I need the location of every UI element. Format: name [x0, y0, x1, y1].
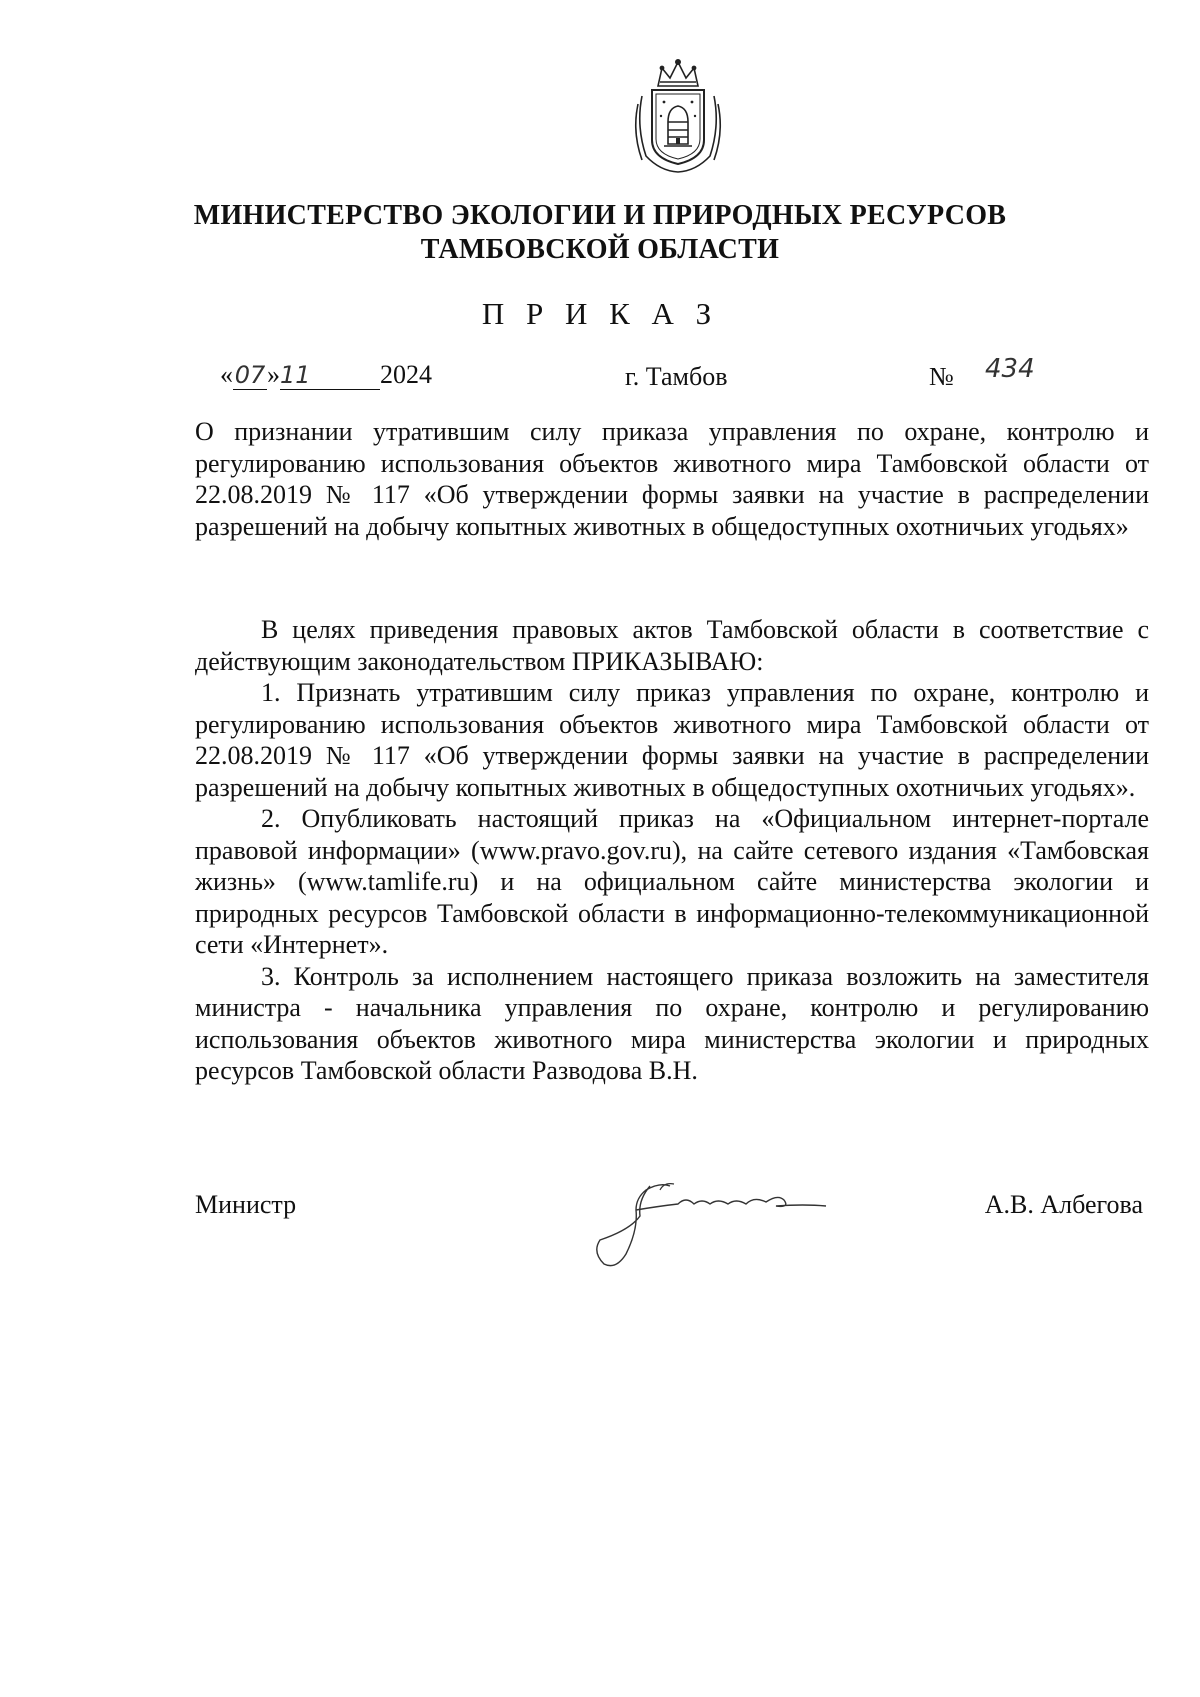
- document-number: 434: [985, 354, 1035, 384]
- date-open-quote: «: [220, 360, 233, 389]
- signatory-name: А.В. Албегова: [984, 1190, 1143, 1219]
- subject-text: О признании утратившим силу приказа управления по охране, контролю и регулированию использования объектов животного мира Тамбовской области от 22.08.2019 № 117 «Об утверждении формы заявки на участие в распределении разрешений на добычу копытных животных в общедоступных охотничьих угодьях»: [195, 417, 1149, 541]
- body-item-3: 3. Контроль за исполнением настоящего приказа возложить на заместителя министра - начальника управления по охране, контролю и регулированию использования объектов животного мира министерства экологии и природных ресурсов Тамбовской области Разводова В.Н.: [195, 961, 1149, 1085]
- document-body: [195, 614, 1149, 1087]
- ministry-name-line2: ТАМБОВСКОЙ ОБЛАСТИ: [420, 234, 780, 265]
- document-type-title: П Р И К А З: [481, 296, 719, 331]
- date-month: 11: [280, 361, 380, 390]
- body-item-1: 1. Признать утратившим силу приказ управления по охране, контролю и регулированию использования объектов животного мира Тамбовской области от 22.08.2019 № 117 «Об утверждении формы заявки на участие в распределении разрешений на добычу копытных животных в общедоступных охотничьих угодьях».: [195, 678, 1149, 802]
- body-preamble: В целях приведения правовых актов Тамбовской области в соответствие с действующим законодательством ПРИКАЗЫВАЮ:: [195, 615, 1149, 676]
- handwritten-signature-icon: [590, 1160, 880, 1275]
- document-meta-row: [0, 354, 1200, 400]
- document-place: г. Тамбов: [625, 362, 728, 391]
- date-close-quote: »: [267, 360, 280, 389]
- coat-of-arms-icon: [628, 56, 728, 174]
- document-number-label: №: [929, 362, 954, 391]
- signatory-position: Министр: [195, 1190, 297, 1219]
- date-year: 2024: [380, 360, 432, 389]
- document-date: [220, 360, 432, 390]
- ministry-name-line1: МИНИСТЕРСТВО ЭКОЛОГИИ И ПРИРОДНЫХ РЕСУРСОВ: [193, 200, 1007, 231]
- date-day: 07: [234, 361, 266, 389]
- body-item-2: 2. Опубликовать настоящий приказ на «Официальном интернет-портале правовой информации» (www.pravo.gov.ru), на сайте сетевого издания «Тамбовская жизнь» (www.tamlife.ru) и на официальном сайте министерства экологии и природных ресурсов Тамбовской области в информационно-телекоммуникационной сети «Интернет».: [195, 804, 1149, 959]
- document-subject: [195, 416, 1149, 542]
